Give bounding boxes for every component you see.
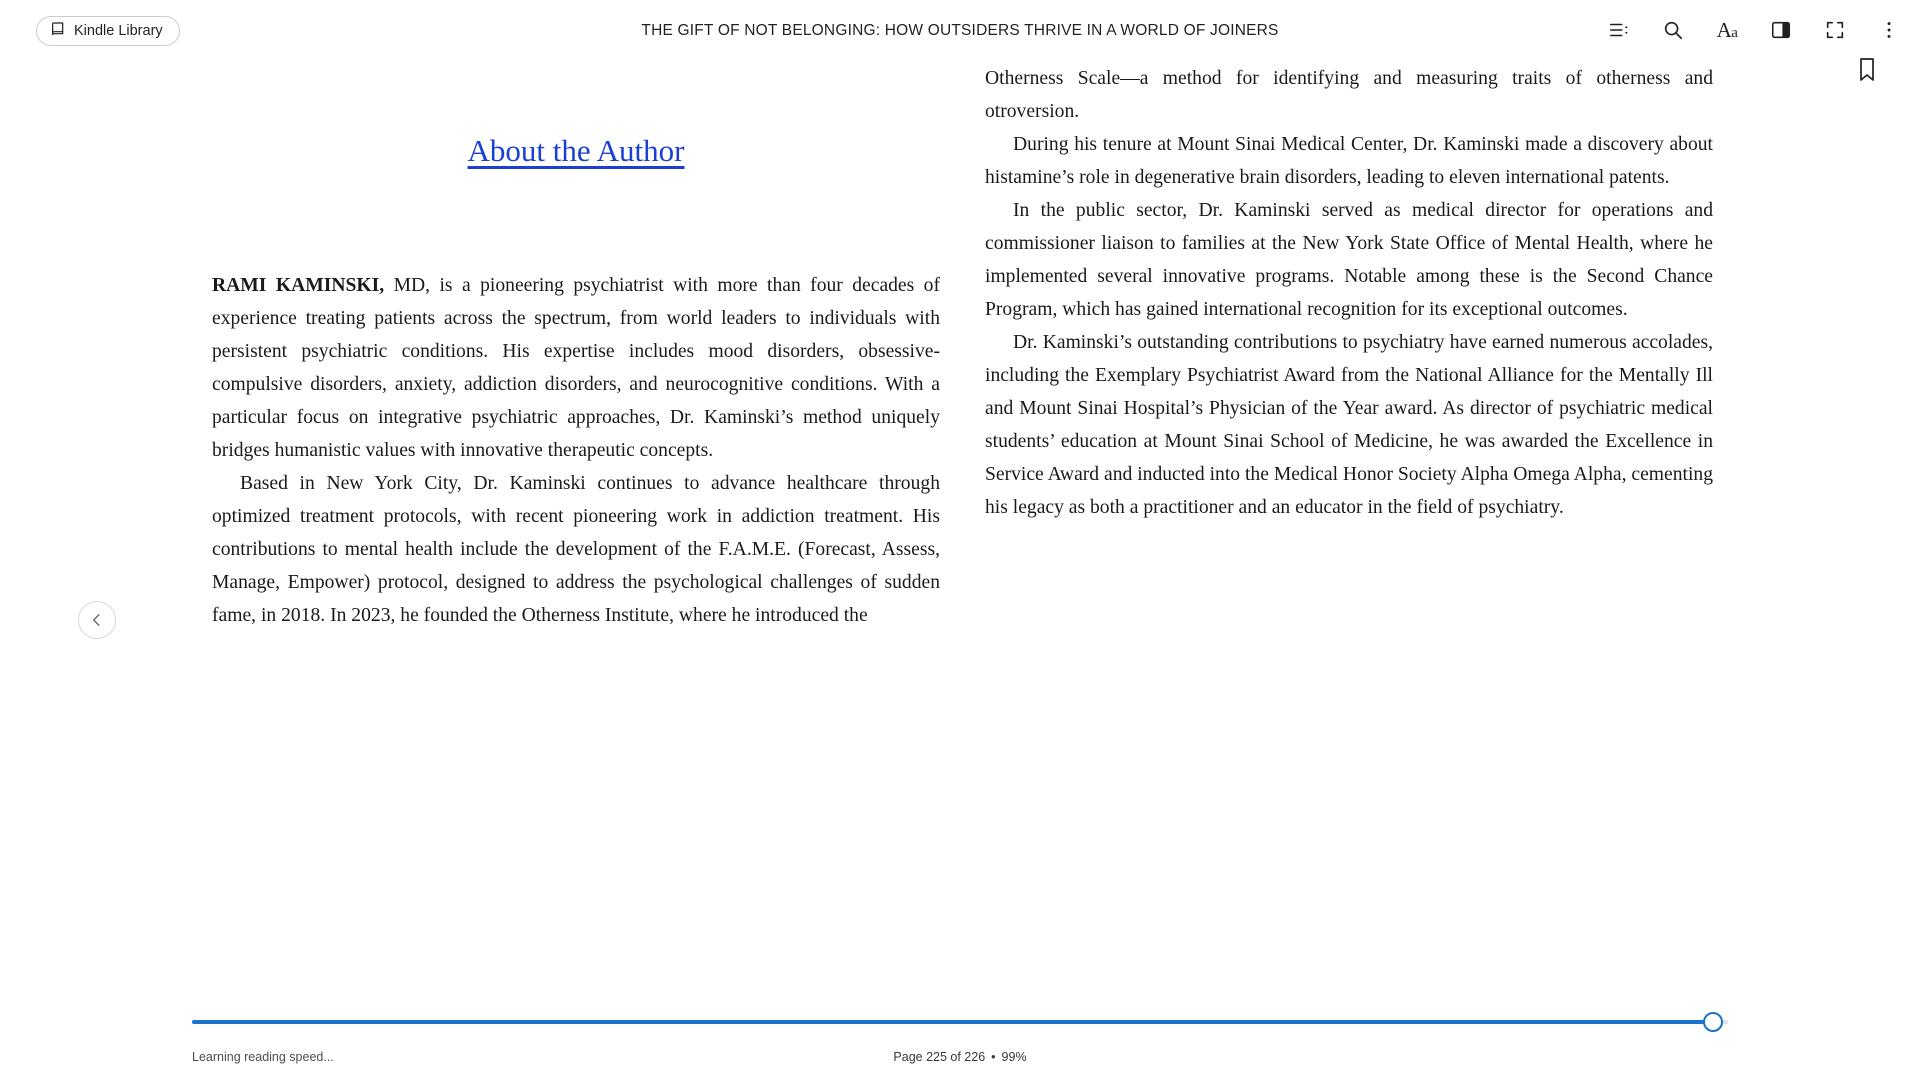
top-toolbar	[0, 0, 1920, 62]
fullscreen-icon[interactable]	[1820, 15, 1850, 45]
previous-page-button[interactable]	[78, 601, 116, 639]
separator-dot: •	[991, 1050, 996, 1064]
paragraph	[212, 467, 940, 632]
progress-percent-label: 99%	[1001, 1050, 1027, 1064]
paragraph	[985, 62, 1713, 128]
left-column	[212, 62, 940, 632]
paragraph	[985, 194, 1713, 326]
right-column	[985, 62, 1713, 524]
paragraph	[985, 326, 1713, 524]
font-size-label: Aa	[1716, 17, 1738, 42]
paragraph-text: Otherness Scale—a method for identifying and measuring traits of otherness and otroversion.	[985, 68, 1713, 122]
reading-speed-status: Learning reading speed...	[192, 1050, 334, 1064]
progress-knob[interactable]	[1703, 1012, 1723, 1032]
paragraph-text: During his tenure at Mount Sinai Medical Center, Dr. Kaminski made a discovery about histamine’s role in degenerative brain disorders, leading to eleven international patents.	[985, 134, 1713, 188]
paragraph-text: MD, is a pioneering psychiatrist with more than four decades of experience treating patients across the spectrum, from world leaders to individuals with persistent psychiatric conditions. His expertise includes mood disorders, obsessive-compulsive disorders, anxiety, addiction disorders, and neurocognitive conditions. With a particular focus on integrative psychiatric approaches, Dr. Kaminski’s method uniquely bridges humanistic values with innovative therapeutic concepts.	[212, 275, 940, 461]
reader-page	[0, 62, 1920, 1002]
author-name-lead: RAMI KAMINSKI,	[212, 275, 385, 296]
reading-progress-slider[interactable]	[192, 1012, 1728, 1034]
chapter-title[interactable]: About the Author	[467, 133, 685, 168]
font-size-icon[interactable]	[1712, 15, 1742, 45]
page-indicator	[0, 1050, 1920, 1064]
paragraph-text: In the public sector, Dr. Kaminski served as medical director for operations and commissioner liaison to families at the New York State Office of Mental Health, where he implemented several innovative programs. Notable among these is the Second Chance Program, which has gained international recognition for its exceptional outcomes.	[985, 200, 1713, 320]
search-icon[interactable]	[1658, 15, 1688, 45]
paragraph	[985, 128, 1713, 194]
table-of-contents-icon[interactable]	[1604, 15, 1634, 45]
more-options-icon[interactable]	[1874, 15, 1904, 45]
kindle-library-button[interactable]	[36, 16, 180, 46]
toolbar-icon-group	[1604, 8, 1904, 52]
paragraph	[212, 269, 940, 467]
kindle-library-label: Kindle Library	[74, 23, 163, 39]
progress-fill	[192, 1020, 1713, 1024]
page-label: Page 225 of 226	[893, 1050, 986, 1064]
paragraph-text: Based in New York City, Dr. Kaminski continues to advance healthcare through optimized treatment protocols, with recent pioneering work in addiction treatment. His contributions to mental health include the development of the F.A.M.E. (Forecast, Assess, Manage, Empower) protocol, designed to address the psychological challenges of sudden fame, in 2018. In 2023, he founded the Otherness Institute, where he introduced the	[212, 473, 940, 626]
paragraph-text: Dr. Kaminski’s outstanding contributions to psychiatry have earned numerous accolades, including the Exemplary Psychiatrist Award from the National Alliance for the Mentally Ill and Mount Sinai Hospital’s Physician of the Year award. As director of psychiatric medical students’ education at Mount Sinai School of Medicine, he was awarded the Excellence in Service Award and inducted into the Medical Honor Society Alpha Omega Alpha, cementing his legacy as both a practitioner and an educator in the field of psychiatry.	[985, 332, 1713, 518]
book-icon	[50, 21, 66, 41]
book-title-text: THE GIFT OF NOT BELONGING: HOW OUTSIDERS THRIVE IN A WORLD OF JOINERS	[641, 22, 1279, 39]
sidebar-panel-icon[interactable]	[1766, 15, 1796, 45]
